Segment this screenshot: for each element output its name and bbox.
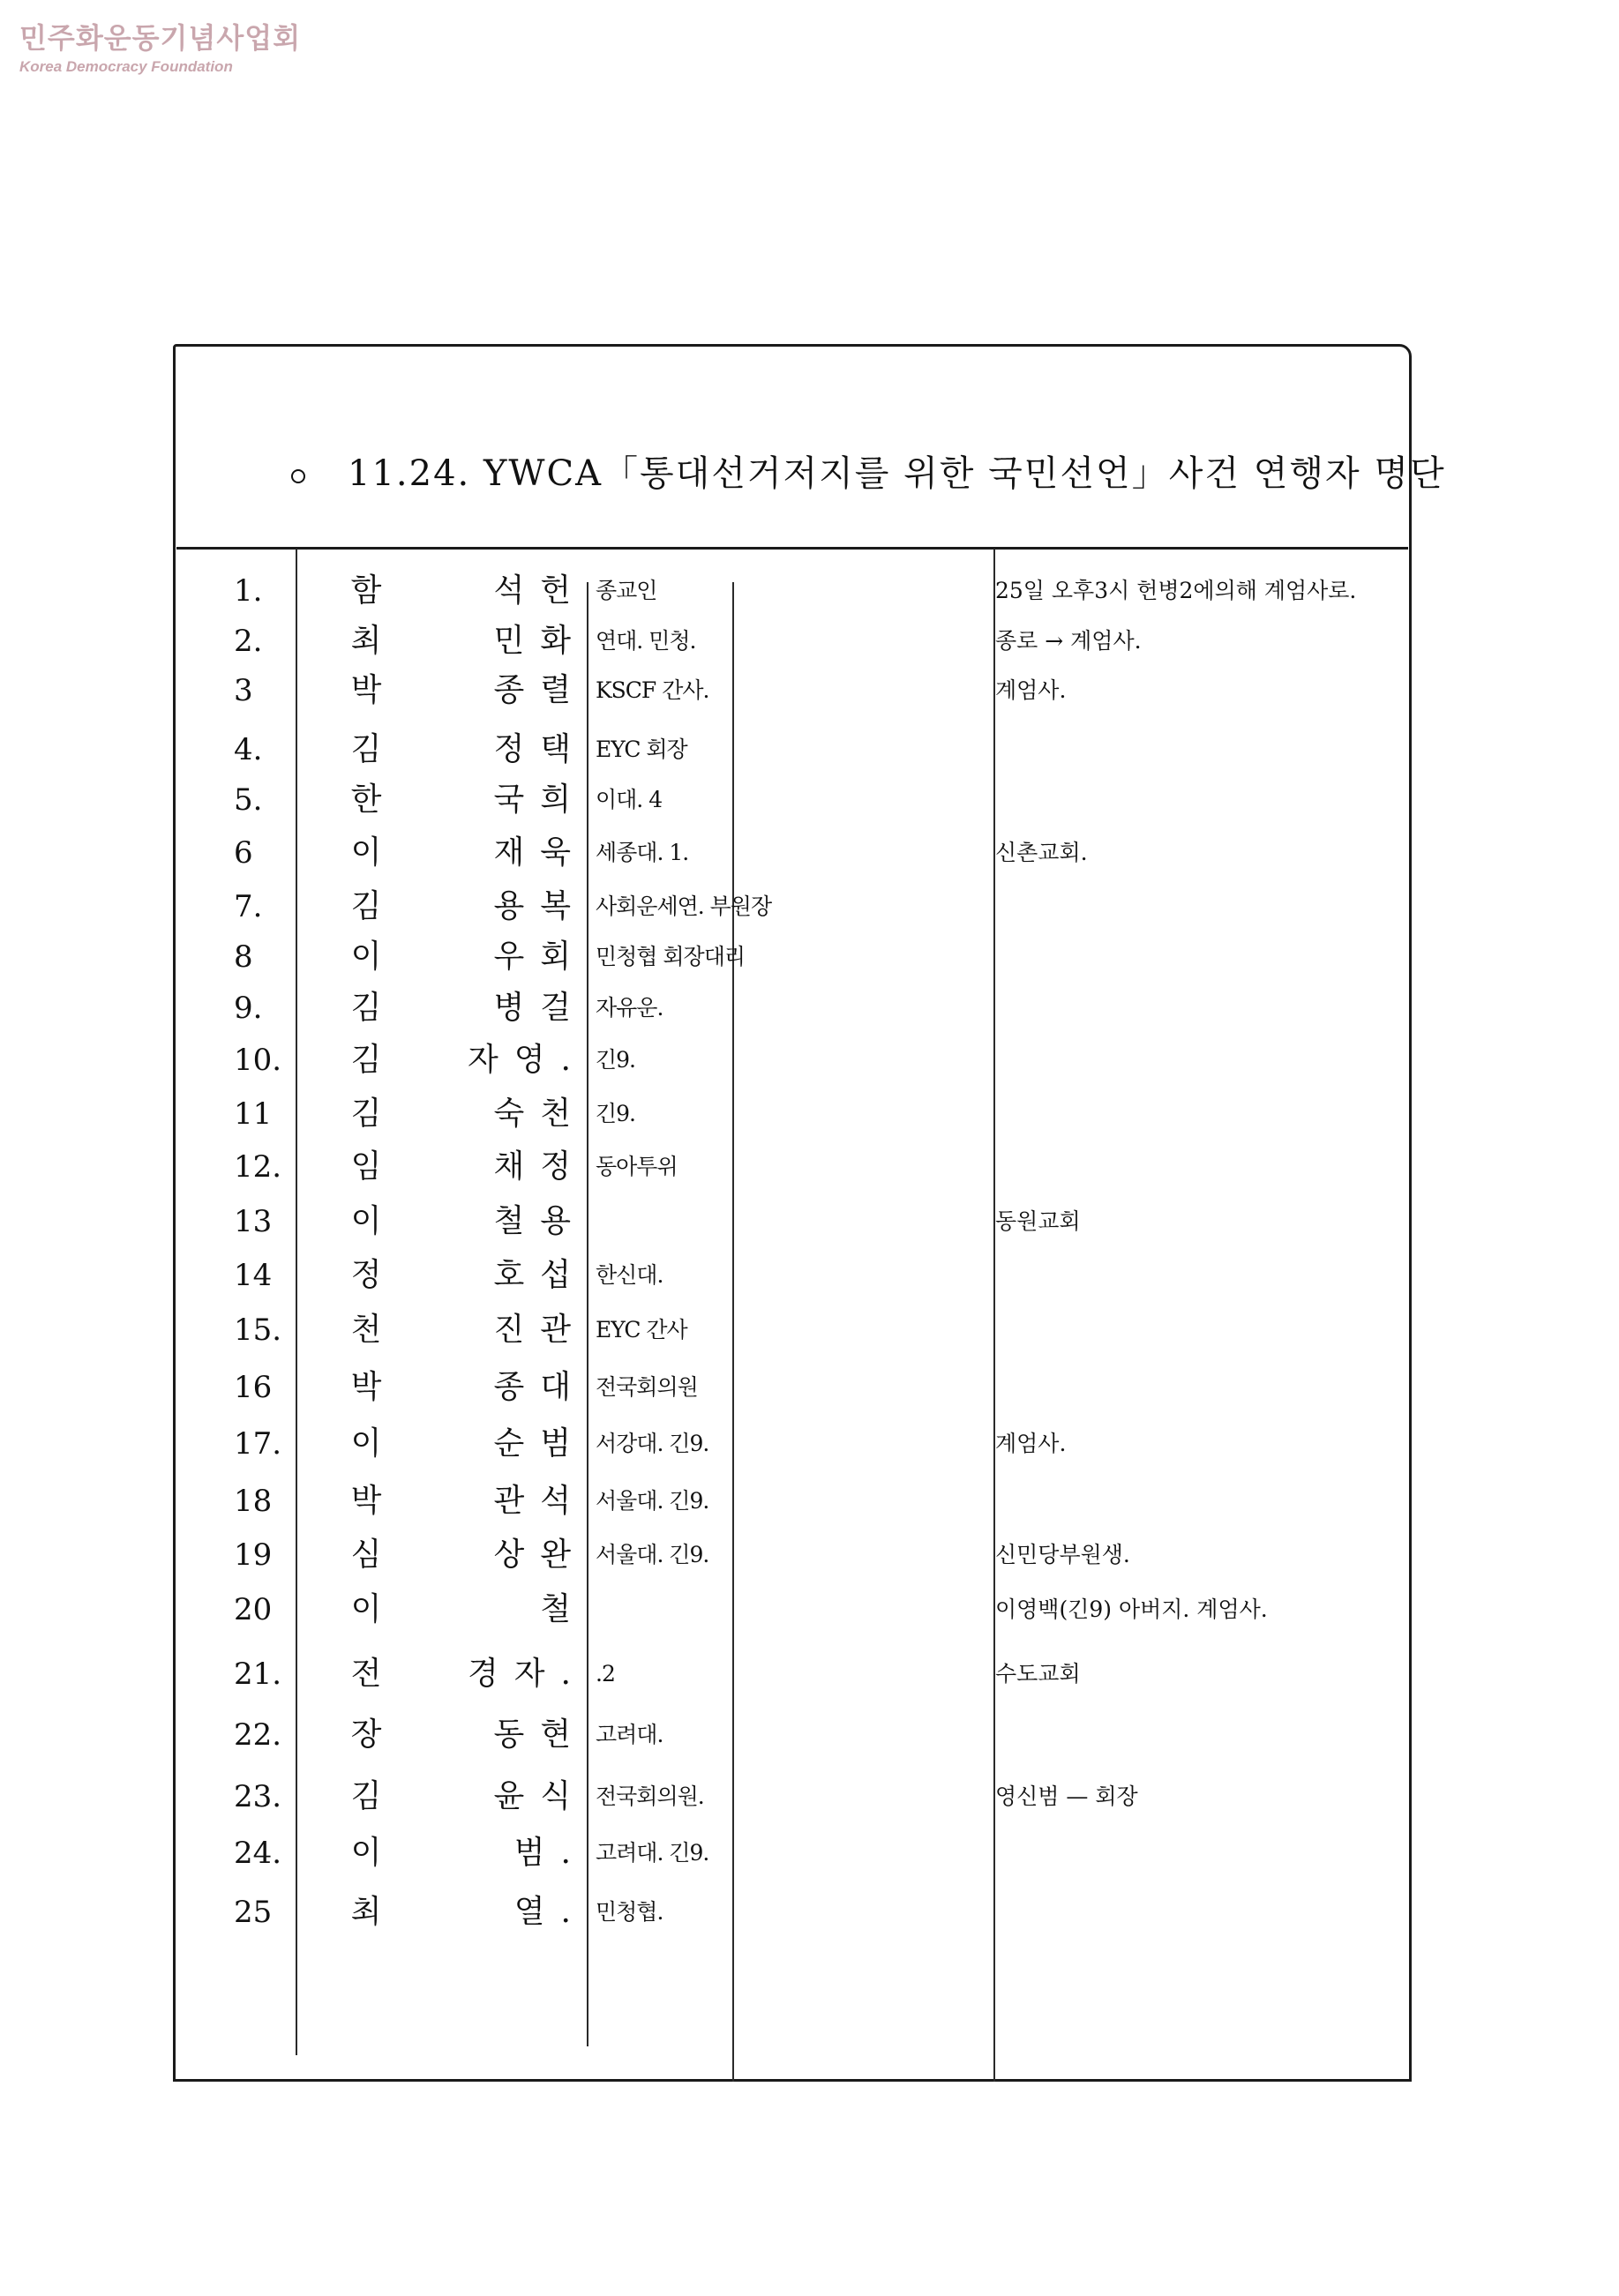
- row-given-name: 상완: [493, 1537, 587, 1573]
- row-given-name: 철: [540, 1591, 587, 1627]
- row-surname: 임: [350, 1148, 382, 1185]
- row-given-name: 범.: [513, 1835, 587, 1871]
- row-affiliation: 자유운.: [596, 995, 663, 1021]
- row-surname: 김: [350, 1042, 382, 1078]
- row-number: 25: [234, 1895, 273, 1930]
- header-divider: [176, 547, 1408, 550]
- table-row: [0, 1249, 1619, 1302]
- row-given-name: 동현: [493, 1716, 587, 1753]
- row-number: 9.: [234, 991, 263, 1026]
- table-row: [0, 1709, 1619, 1761]
- row-number: 24.: [234, 1836, 282, 1871]
- row-surname: 정: [350, 1257, 382, 1293]
- row-number: 22.: [234, 1717, 282, 1753]
- row-surname: 심: [350, 1537, 382, 1573]
- row-surname: 박: [350, 1369, 382, 1405]
- row-number: 17.: [234, 1426, 282, 1462]
- table-row: [0, 615, 1619, 668]
- row-number: 20: [234, 1592, 273, 1627]
- row-surname: 이: [350, 1425, 382, 1462]
- row-number: 11: [234, 1096, 273, 1132]
- row-affiliation: 고려대. 긴9.: [596, 1840, 709, 1866]
- row-surname: 전: [350, 1656, 382, 1692]
- table-row: [0, 1141, 1619, 1193]
- row-given-name: 순범: [493, 1425, 587, 1462]
- row-number: 3: [234, 673, 253, 708]
- row-affiliation: .2: [596, 1661, 615, 1686]
- row-given-name: 종렬: [493, 672, 587, 708]
- row-affiliation: 긴9.: [596, 1101, 636, 1126]
- document-title: [291, 445, 1446, 496]
- table-row: [0, 565, 1619, 617]
- row-surname: 천: [350, 1312, 382, 1348]
- table-row: [0, 1886, 1619, 1939]
- row-given-name: 경자.: [468, 1656, 587, 1692]
- row-surname: 최: [350, 623, 382, 659]
- row-affiliation: 전국회의원.: [596, 1784, 704, 1809]
- table-row: [0, 723, 1619, 776]
- row-given-name: 호섭: [493, 1257, 587, 1293]
- row-affiliation: 긴9.: [596, 1047, 636, 1073]
- row-number: 18: [234, 1484, 273, 1519]
- row-note: 25일 오후3시 헌병2에의해 계엄사로.: [995, 578, 1357, 603]
- table-row: [0, 1417, 1619, 1470]
- row-surname: 장: [350, 1716, 382, 1753]
- row-number: 6: [234, 835, 253, 871]
- row-number: 1.: [234, 573, 263, 609]
- table-row: [0, 1088, 1619, 1141]
- row-note: 수도교회: [995, 1661, 1081, 1686]
- watermark-logo: [19, 16, 301, 76]
- row-surname: 김: [350, 1096, 382, 1132]
- row-affiliation: 민청협.: [596, 1899, 663, 1925]
- row-number: 23.: [234, 1779, 282, 1814]
- row-surname: 최: [350, 1894, 382, 1930]
- table-row: [0, 1304, 1619, 1357]
- row-note: 신민당부원생.: [995, 1542, 1130, 1567]
- row-given-name: 열.: [513, 1894, 587, 1930]
- table-row: [0, 1529, 1619, 1582]
- row-note: 종로 → 계엄사.: [995, 628, 1142, 654]
- row-note: 계엄사.: [995, 1431, 1067, 1456]
- row-surname: 김: [350, 731, 382, 767]
- row-number: 21.: [234, 1657, 282, 1692]
- table-row: [0, 982, 1619, 1035]
- table-row: [0, 880, 1619, 933]
- table-row: [0, 1770, 1619, 1823]
- table-row: [0, 774, 1619, 826]
- row-note: 이영백(긴9) 아버지. 계엄사.: [995, 1597, 1268, 1622]
- watermark-name-ko: 민주화운동기념사업회: [19, 21, 302, 55]
- row-surname: 김: [350, 990, 382, 1026]
- table-row: [0, 1195, 1619, 1248]
- row-surname: 한: [350, 782, 382, 818]
- bullet-circle-icon: [291, 469, 305, 483]
- row-affiliation: 사회운세연. 부원장: [596, 894, 772, 919]
- row-given-name: 정택: [493, 731, 587, 767]
- row-affiliation: 종교인: [596, 578, 657, 603]
- table-row: [0, 664, 1619, 717]
- row-note: 신촌교회.: [995, 840, 1088, 865]
- row-affiliation: EYC 회장: [596, 737, 687, 762]
- row-given-name: 국희: [493, 782, 587, 818]
- row-surname: 이: [350, 1835, 382, 1871]
- table-row: [0, 1475, 1619, 1528]
- table-row: [0, 1361, 1619, 1414]
- row-given-name: 병걸: [493, 990, 587, 1026]
- row-number: 7.: [234, 889, 263, 924]
- row-given-name: 채정: [493, 1148, 587, 1185]
- row-affiliation: 전국회의원: [596, 1374, 698, 1400]
- row-affiliation: 서울대. 긴9.: [596, 1488, 709, 1514]
- table-row: [0, 1034, 1619, 1087]
- row-affiliation: 고려대.: [596, 1722, 663, 1747]
- row-number: 12.: [234, 1149, 282, 1185]
- row-given-name: 민화: [493, 623, 587, 659]
- row-affiliation: 민청협 회장대리: [596, 944, 745, 969]
- row-number: 15.: [234, 1313, 282, 1348]
- row-number: 4.: [234, 732, 263, 767]
- row-affiliation: 이대. 4: [596, 787, 663, 812]
- table-row: [0, 1583, 1619, 1636]
- row-given-name: 석헌: [493, 572, 587, 609]
- table-row: [0, 931, 1619, 983]
- row-surname: 이: [350, 834, 382, 871]
- row-surname: 이: [350, 939, 382, 975]
- row-number: 5.: [234, 782, 263, 818]
- document-title-text: 11.24. YWCA「통대선거저지를 위한 국민선언」사건 연행자 명단: [348, 453, 1446, 494]
- row-surname: 박: [350, 672, 382, 708]
- row-affiliation: 서강대. 긴9.: [596, 1431, 709, 1456]
- row-surname: 이: [350, 1203, 382, 1239]
- row-affiliation: 세종대. 1.: [596, 840, 689, 865]
- row-number: 16: [234, 1370, 273, 1405]
- row-given-name: 철용: [493, 1203, 587, 1239]
- row-given-name: 용복: [493, 888, 587, 924]
- row-given-name: 종대: [493, 1369, 587, 1405]
- row-given-name: 진관: [493, 1312, 587, 1348]
- row-number: 13: [234, 1204, 273, 1239]
- row-number: 19: [234, 1537, 273, 1573]
- row-affiliation: 동아투위: [596, 1154, 678, 1179]
- row-affiliation: KSCF 간사.: [596, 677, 709, 703]
- row-note: 영신범 — 회장: [995, 1784, 1138, 1809]
- row-surname: 이: [350, 1591, 382, 1627]
- row-given-name: 숙천: [493, 1096, 587, 1132]
- row-given-name: 윤식: [493, 1778, 587, 1814]
- row-number: 8: [234, 939, 253, 975]
- row-affiliation: 연대. 민청.: [596, 628, 696, 654]
- row-affiliation: 서울대. 긴9.: [596, 1542, 709, 1567]
- row-surname: 함: [350, 572, 382, 609]
- watermark-name-en: Korea Democracy Foundation: [19, 58, 233, 75]
- row-given-name: 재욱: [493, 834, 587, 871]
- row-surname: 김: [350, 888, 382, 924]
- row-number: 10.: [234, 1043, 282, 1078]
- row-given-name: 관석: [493, 1483, 587, 1519]
- table-row: [0, 826, 1619, 879]
- row-note: 동원교회: [995, 1208, 1081, 1234]
- row-given-name: 자영.: [468, 1042, 587, 1078]
- table-row: [0, 1827, 1619, 1880]
- table-row: [0, 1648, 1619, 1701]
- row-note: 계엄사.: [995, 677, 1067, 703]
- row-affiliation: EYC 간사: [596, 1317, 687, 1342]
- row-affiliation: 한신대.: [596, 1262, 663, 1288]
- row-surname: 김: [350, 1778, 382, 1814]
- row-number: 14: [234, 1258, 273, 1293]
- row-number: 2.: [234, 624, 263, 659]
- row-given-name: 우회: [493, 939, 587, 975]
- row-surname: 박: [350, 1483, 382, 1519]
